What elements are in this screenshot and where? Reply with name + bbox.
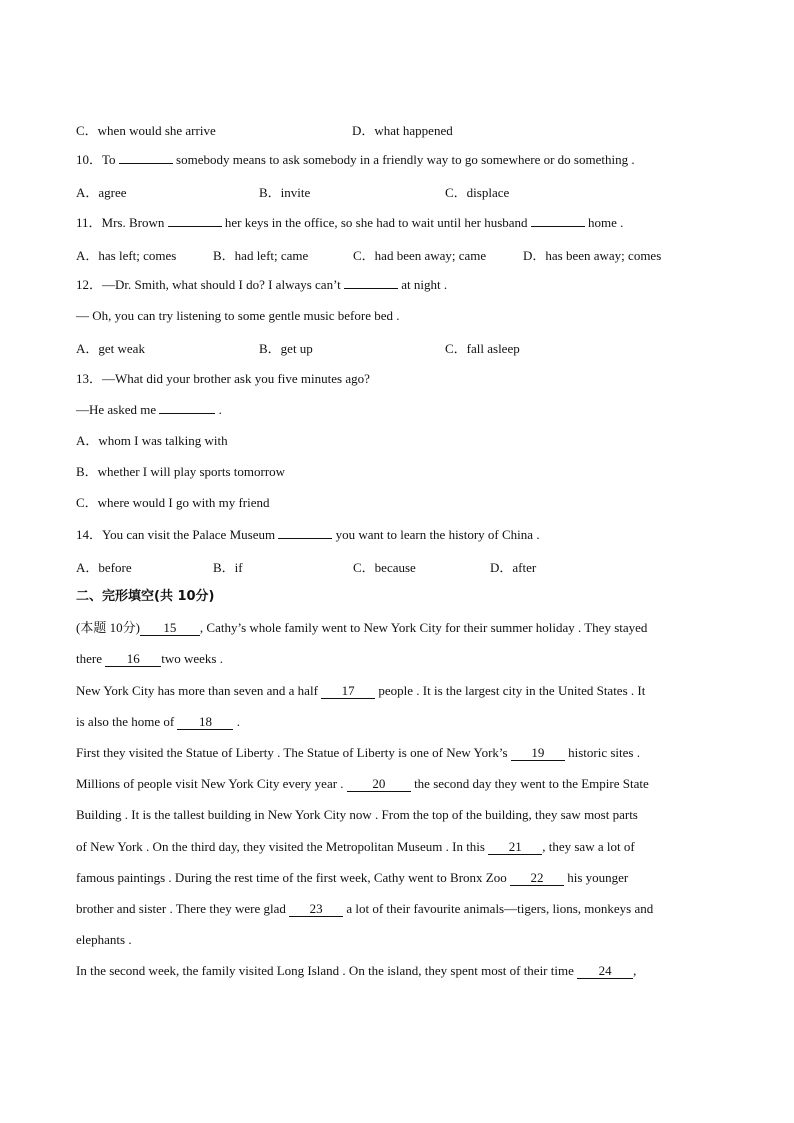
q11-blank-1 (168, 226, 222, 227)
cloze-blank-16: 16 (105, 652, 161, 667)
cloze-blank-22: 22 (510, 871, 564, 886)
q9-option-d: D．what happened (352, 123, 453, 138)
q10-blank (119, 163, 173, 164)
q11-blank-2 (531, 226, 585, 227)
cloze-line-2: there 16 two weeks . (76, 651, 223, 666)
q11-option-b: B．had left; came (213, 248, 309, 263)
cloze-blank-20: 20 (347, 777, 411, 792)
cloze-line-7: Building . It is the tallest building in New York City now . From the top of the building, they saw most parts (76, 807, 638, 822)
q12-option-b: B．get up (259, 341, 313, 356)
q10-stem: 10．To somebody means to ask somebody in a friendly way to go somewhere or do something . (76, 152, 635, 167)
q9-option-c: C．when would she arrive (76, 123, 216, 138)
section-heading-cloze: 二、完形填空(共 10分) (76, 589, 215, 604)
q14-option-c: C．because (353, 560, 416, 575)
q12-reply: — Oh, you can try listening to some gentle music before bed . (76, 308, 400, 323)
q12-option-c: C．fall asleep (445, 341, 520, 356)
cloze-line-10: brother and sister . There they were glad 23 a lot of their favourite animals—tigers, lions, monkeys and (76, 901, 654, 916)
q10-option-b: B．invite (259, 185, 311, 200)
cloze-blank-23: 23 (289, 902, 343, 917)
cloze-line-12: In the second week, the family visited Long Island . On the island, they spent most of their time 24 , (76, 963, 637, 978)
q10-option-c: C．displace (445, 185, 510, 200)
cloze-line-4: is also the home of 18 . (76, 714, 240, 729)
q10-option-a: A．agree (76, 185, 127, 200)
cloze-blank-17: 17 (321, 684, 375, 699)
q13-blank (159, 413, 215, 414)
q14-stem: 14．You can visit the Palace Museum you want to learn the history of China . (76, 527, 540, 542)
cloze-blank-21: 21 (488, 840, 542, 855)
q14-option-b: B．if (213, 560, 243, 575)
q13-option-b: B．whether I will play sports tomorrow (76, 464, 286, 479)
cloze-line-9: famous paintings . During the rest time of the first week, Cathy went to Bronx Zoo 22 his younger (76, 870, 629, 885)
cloze-blank-24: 24 (577, 964, 633, 979)
cloze-line-6: Millions of people visit New York City every year . 20 the second day they went to the Empire State (76, 776, 649, 791)
cloze-line-11: elephants . (76, 932, 132, 947)
cloze-line-3: New York City has more than seven and a half 17 people . It is the largest city in the United States . It (76, 683, 646, 698)
q13-option-c: C．where would I go with my friend (76, 495, 270, 510)
q12-stem: 12．—Dr. Smith, what should I do? I always can’t at night . (76, 277, 448, 292)
q14-option-d: D．after (490, 560, 537, 575)
q14-blank (278, 538, 332, 539)
cloze-line-5: First they visited the Statue of Liberty . The Statue of Liberty is one of New York’s 19 historic sites . (76, 745, 640, 760)
q12-option-a: A．get weak (76, 341, 145, 356)
q14-option-a: A．before (76, 560, 132, 575)
q11-option-a: A．has left; comes (76, 248, 177, 263)
q12-blank (344, 288, 398, 289)
q11-option-c: C．had been away; came (353, 248, 487, 263)
cloze-blank-15: 15 (140, 621, 200, 636)
q11-option-d: D．has been away; comes (523, 248, 662, 263)
cloze-blank-19: 19 (511, 746, 565, 761)
cloze-blank-18: 18 (177, 715, 233, 730)
q13-reply: —He asked me . (76, 402, 222, 417)
cloze-line-8: of New York . On the third day, they visited the Metropolitan Museum . In this 21 , they saw a lot of (76, 839, 635, 854)
cloze-line-1: (本题 10分) 15 , Cathy’s whole family went to New York City for their summer holiday . They stayed (76, 620, 648, 635)
q13-option-a: A．whom I was talking with (76, 433, 228, 448)
q13-stem: 13．—What did your brother ask you five minutes ago? (76, 371, 370, 386)
q11-stem: 11．Mrs. Brown her keys in the office, so she had to wait until her husband home . (76, 215, 624, 230)
